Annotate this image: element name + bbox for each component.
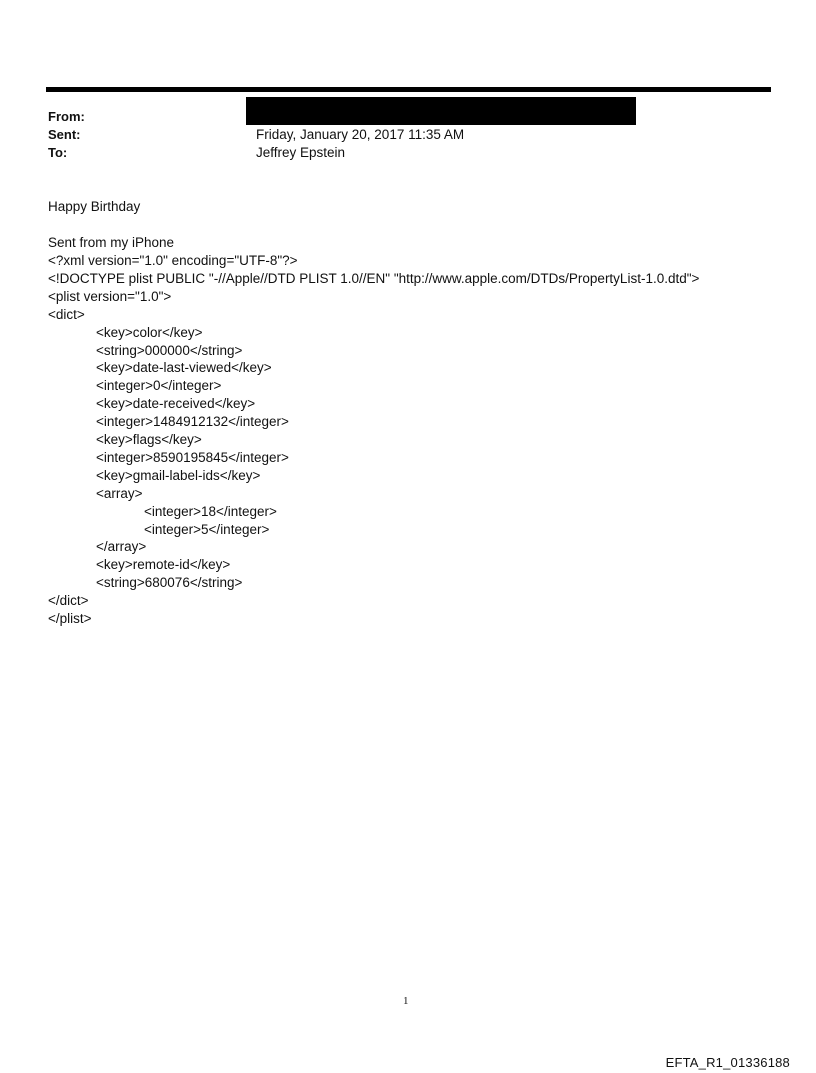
plist-line: <key>gmail-label-ids</key> (96, 467, 261, 483)
plist-line: <key>date-received</key> (96, 396, 256, 412)
plist-line: <integer>1484912132</integer> (96, 414, 289, 430)
plist-line: <key>date-last-viewed</key> (96, 360, 272, 376)
plist-line: <key>color</key> (96, 324, 203, 340)
plist-line: <string>680076</string> (96, 575, 243, 591)
plist-line: <integer>18</integer> (144, 503, 277, 519)
bates-number: EFTA_R1_01336188 (665, 1055, 790, 1070)
sent-value: Friday, January 20, 2017 11:35 AM (256, 127, 465, 142)
header-rule (46, 87, 771, 92)
sent-label: Sent: (48, 127, 81, 142)
page-number: 1 (403, 995, 409, 1007)
plist-line: <?xml version="1.0" encoding="UTF-8"?> (48, 253, 298, 268)
plist-line: </dict> (48, 593, 89, 609)
plist-line: <integer>0</integer> (96, 378, 222, 394)
plist-line: </array> (96, 539, 147, 555)
redaction-box (246, 97, 636, 125)
plist-line: <string>000000</string> (96, 342, 243, 358)
plist-line: <integer>5</integer> (144, 521, 270, 537)
from-label: From: (48, 109, 85, 124)
plist-line: <array> (96, 485, 143, 501)
signature-text: Sent from my iPhone (48, 235, 175, 250)
plist-line: </plist> (48, 611, 92, 626)
greeting-text: Happy Birthday (48, 199, 141, 214)
plist-line: <integer>8590195845</integer> (96, 449, 289, 465)
plist-line: <plist version="1.0"> (48, 288, 172, 304)
plist-line: <dict> (48, 306, 85, 322)
to-label: To: (48, 145, 68, 160)
plist-line: <key>remote-id</key> (96, 557, 231, 573)
plist-line: <!DOCTYPE plist PUBLIC "-//Apple//DTD PLIST 1.0//EN" "http://www.apple.com/DTDs/PropertyList-1.0.dtd"> (48, 270, 700, 286)
to-value: Jeffrey Epstein (256, 145, 346, 160)
plist-line: <key>flags</key> (96, 432, 202, 447)
